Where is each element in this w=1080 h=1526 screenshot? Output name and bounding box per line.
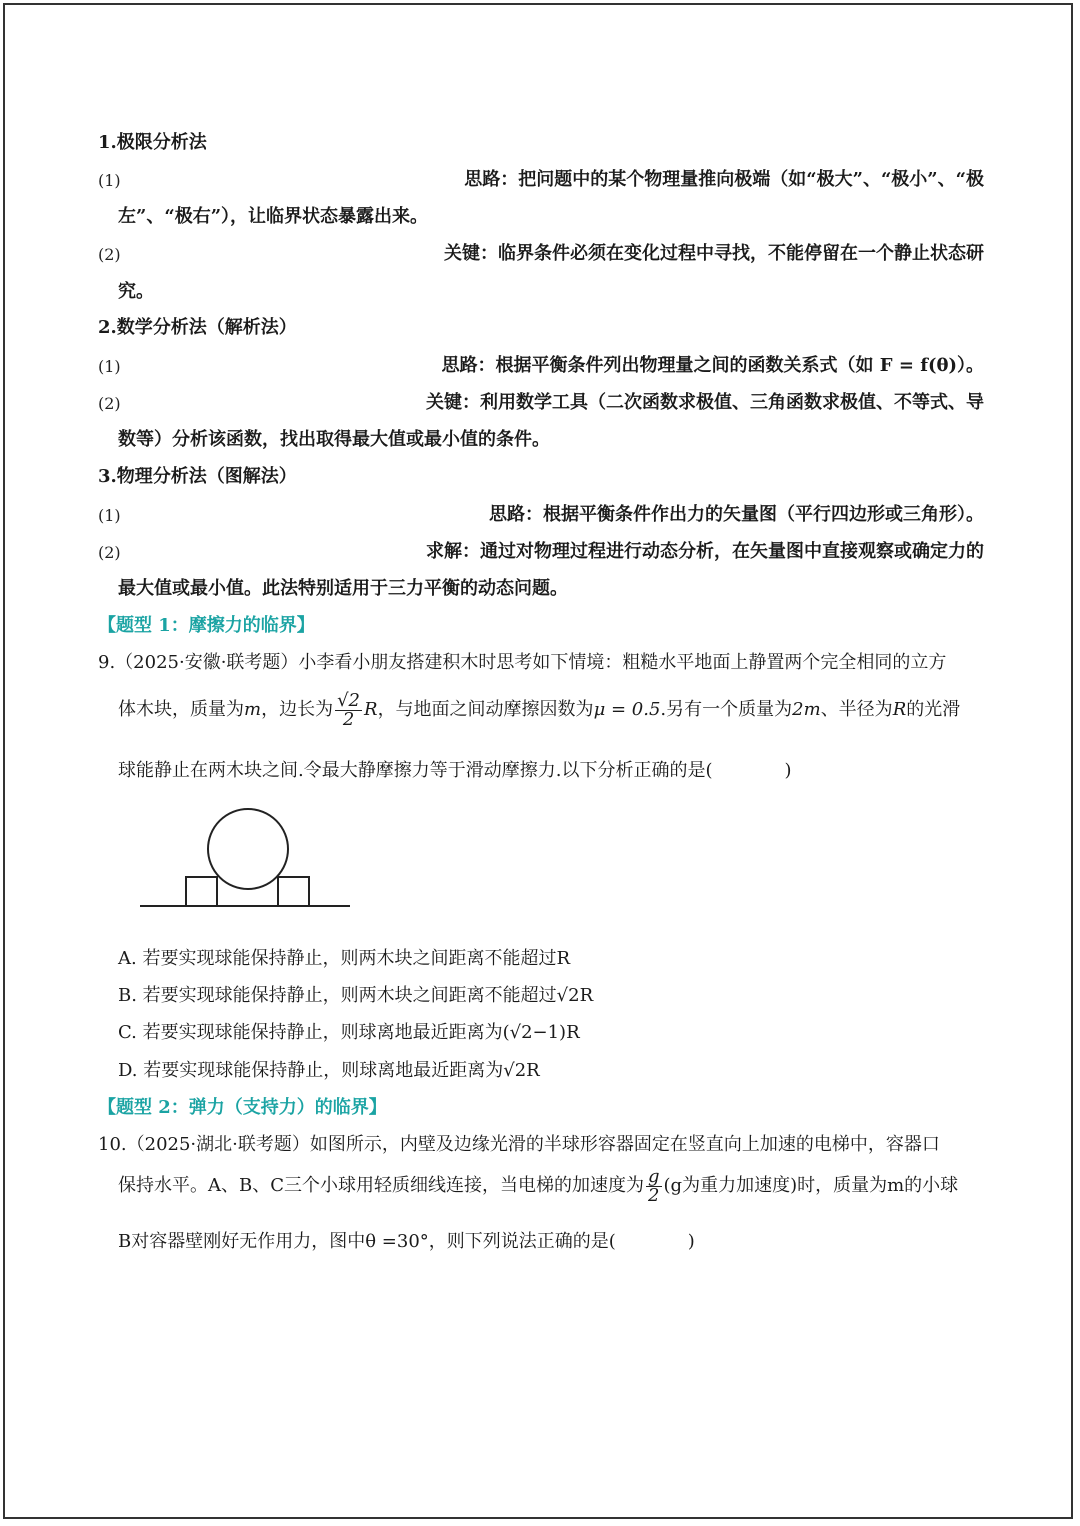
option-a[interactable]: A. 若要实现球能保持静止，则两木块之间距离不能超过R	[118, 948, 570, 969]
paragraph-text: 关键：临界条件必须在变化过程中寻找，不能停留在一个静止状态研	[444, 243, 984, 264]
item-number: (1)	[98, 506, 121, 525]
item-number: (2)	[98, 543, 121, 562]
paragraph-text: 思路：根据平衡条件列出物理量之间的函数关系式（如 F = f(θ)）。	[441, 355, 984, 376]
item-number: (1)	[98, 171, 121, 190]
paragraph-text: 思路：根据平衡条件作出力的矢量图（平行四边形或三角形）。	[489, 504, 984, 525]
option-d[interactable]: D. 若要实现球能保持静止，则球离地最近距离为√2R	[118, 1060, 540, 1081]
question-10-line-2: 保持水平。A、B、C三个小球用轻质细线连接，当电梯的加速度为 $\frac{g}{2}$ (g为重力加速度)时，质量为m的小球	[118, 1165, 959, 1206]
option-b[interactable]: B. 若要实现球能保持静止，则两木块之间距离不能超过√2R	[118, 985, 594, 1006]
item-number: (2)	[98, 245, 121, 264]
type-2-heading: 【题型 2：弹力（支持力）的临界】	[98, 1097, 387, 1118]
section-3-title: 3.物理分析法（图解法）	[98, 466, 297, 487]
type-1-heading: 【题型 1：摩擦力的临界】	[98, 615, 315, 636]
fraction: $\frac{g}{2}$	[648, 1165, 660, 1206]
question-10-line-3: B对容器壁刚好无作用力，图中θ =30°，则下列说法正确的是( )	[118, 1231, 695, 1252]
paragraph-text: 究。	[118, 281, 154, 302]
paragraph-text: 求解：通过对物理过程进行动态分析，在矢量图中直接观察或确定力的	[426, 541, 984, 562]
fraction: $\frac{√2}{2}$	[337, 689, 360, 730]
section-1-title: 1.极限分析法	[98, 132, 207, 153]
question-9-line-3: 球能静止在两木块之间.令最大静摩擦力等于滑动摩擦力.以下分析正确的是( )	[118, 760, 792, 781]
item-number: (2)	[98, 394, 121, 413]
paragraph-text: 关键：利用数学工具（二次函数求极值、三角函数求极值、不等式、导	[426, 392, 984, 413]
paragraph-text: 左”、“极右”），让临界状态暴露出来。	[118, 206, 429, 227]
item-number: (1)	[98, 357, 121, 376]
question-9-line-1: 9.（2025·安徽·联考题）小李看小朋友搭建积木时思考如下情境：粗糙水平地面上静置两个完全相同的立方	[98, 652, 947, 673]
option-c[interactable]: C. 若要实现球能保持静止，则球离地最近距离为(√2−1)R	[118, 1022, 580, 1043]
section-2-title: 2.数学分析法（解析法）	[98, 317, 297, 338]
paragraph-text: 思路：把问题中的某个物理量推向极端（如“极大”、“极小”、“极	[464, 169, 984, 190]
question-9-line-2: 体木块，质量为m，边长为 $\frac{√2}{2}$ R，与地面之间动摩擦因数为μ = 0.5.另有一个质量为2m、半径为R的光滑	[118, 689, 961, 730]
ball-blocks-figure	[135, 805, 355, 915]
paragraph-text: 最大值或最小值。此法特别适用于三力平衡的动态问题。	[118, 578, 568, 599]
question-10-line-1: 10.（2025·湖北·联考题）如图所示，内壁及边缘光滑的半球形容器固定在竖直向上加速的电梯中，容器口	[98, 1134, 940, 1155]
paragraph-text: 数等）分析该函数，找出取得最大值或最小值的条件。	[118, 429, 550, 450]
